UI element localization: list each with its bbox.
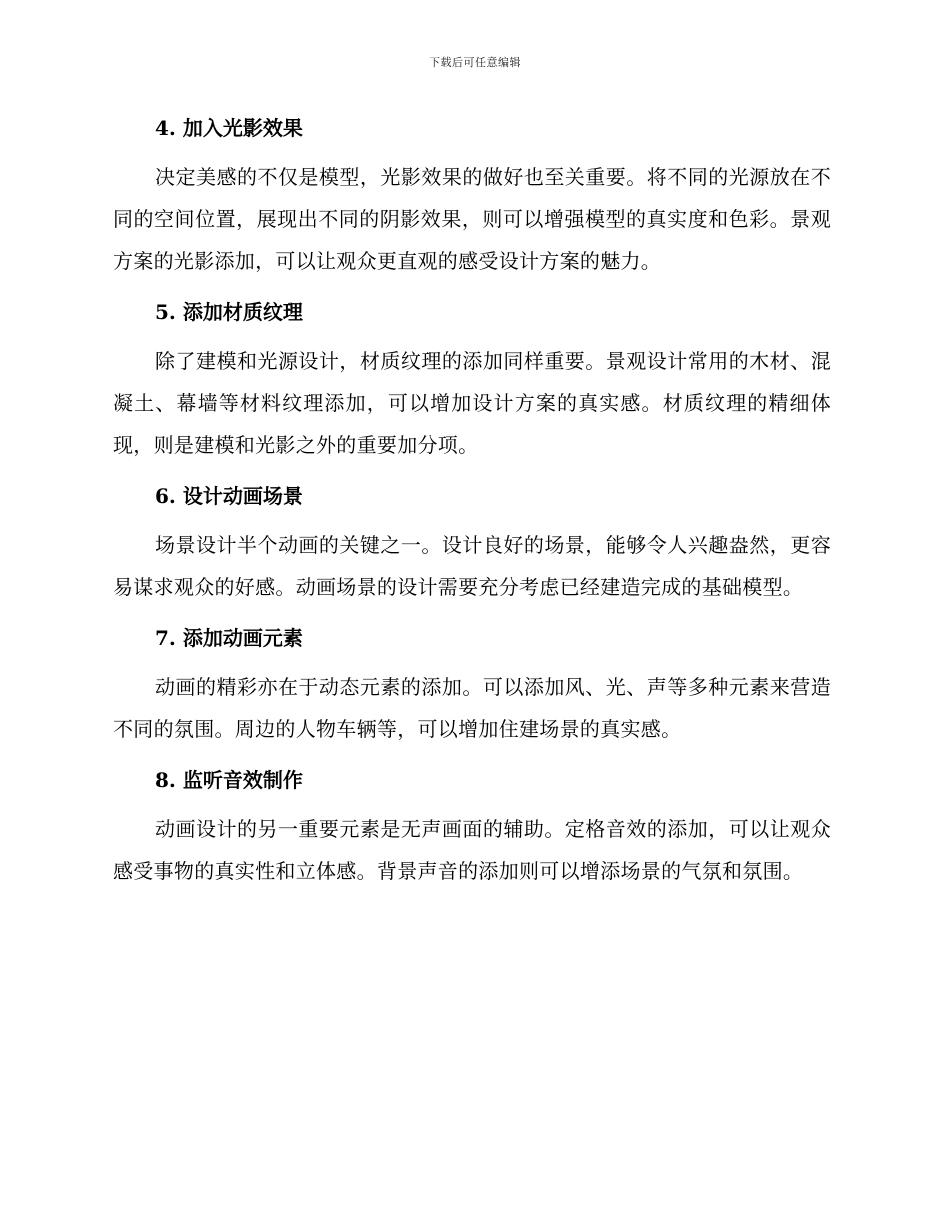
section-6 — [113, 476, 831, 608]
document-content — [113, 108, 831, 902]
section-4 — [113, 108, 831, 282]
section-paragraph: 场景设计半个动画的关键之一。设计良好的场景，能够令人兴趣盎然，更容易谋求观众的好感。动画场景的设计需要充分考虑已经建造完成的基础模型。 — [113, 533, 831, 599]
section-7 — [113, 618, 831, 750]
page-header-note: 下载后可任意编辑 — [429, 56, 521, 69]
section-heading: 7. 添加动画元素 — [155, 626, 303, 650]
section-paragraph: 动画设计的另一重要元素是无声画面的辅助。定格音效的添加，可以让观众感受事物的真实性和立体感。背景声音的添加则可以增添场景的气氛和氛围。 — [113, 817, 831, 883]
section-heading: 5. 添加材质纹理 — [155, 300, 303, 324]
section-8 — [113, 760, 831, 892]
section-paragraph: 除了建模和光源设计，材质纹理的添加同样重要。景观设计常用的木材、混凝土、幕墙等材料纹理添加，可以增加设计方案的真实感。材质纹理的精细体现，则是建模和光影之外的重要加分项。 — [113, 349, 831, 457]
section-heading: 4. 加入光影效果 — [155, 116, 303, 140]
section-5 — [113, 292, 831, 466]
section-heading: 6. 设计动画场景 — [155, 484, 303, 508]
section-paragraph: 决定美感的不仅是模型，光影效果的做好也至关重要。将不同的光源放在不同的空间位置，展现出不同的阴影效果，则可以增强模型的真实度和色彩。景观方案的光影添加，可以让观众更直观的感受设计方案的魅力。 — [113, 165, 831, 273]
section-paragraph: 动画的精彩亦在于动态元素的添加。可以添加风、光、声等多种元素来营造不同的氛围。周边的人物车辆等，可以增加住建场景的真实感。 — [113, 675, 831, 741]
section-heading: 8. 监听音效制作 — [155, 768, 303, 792]
